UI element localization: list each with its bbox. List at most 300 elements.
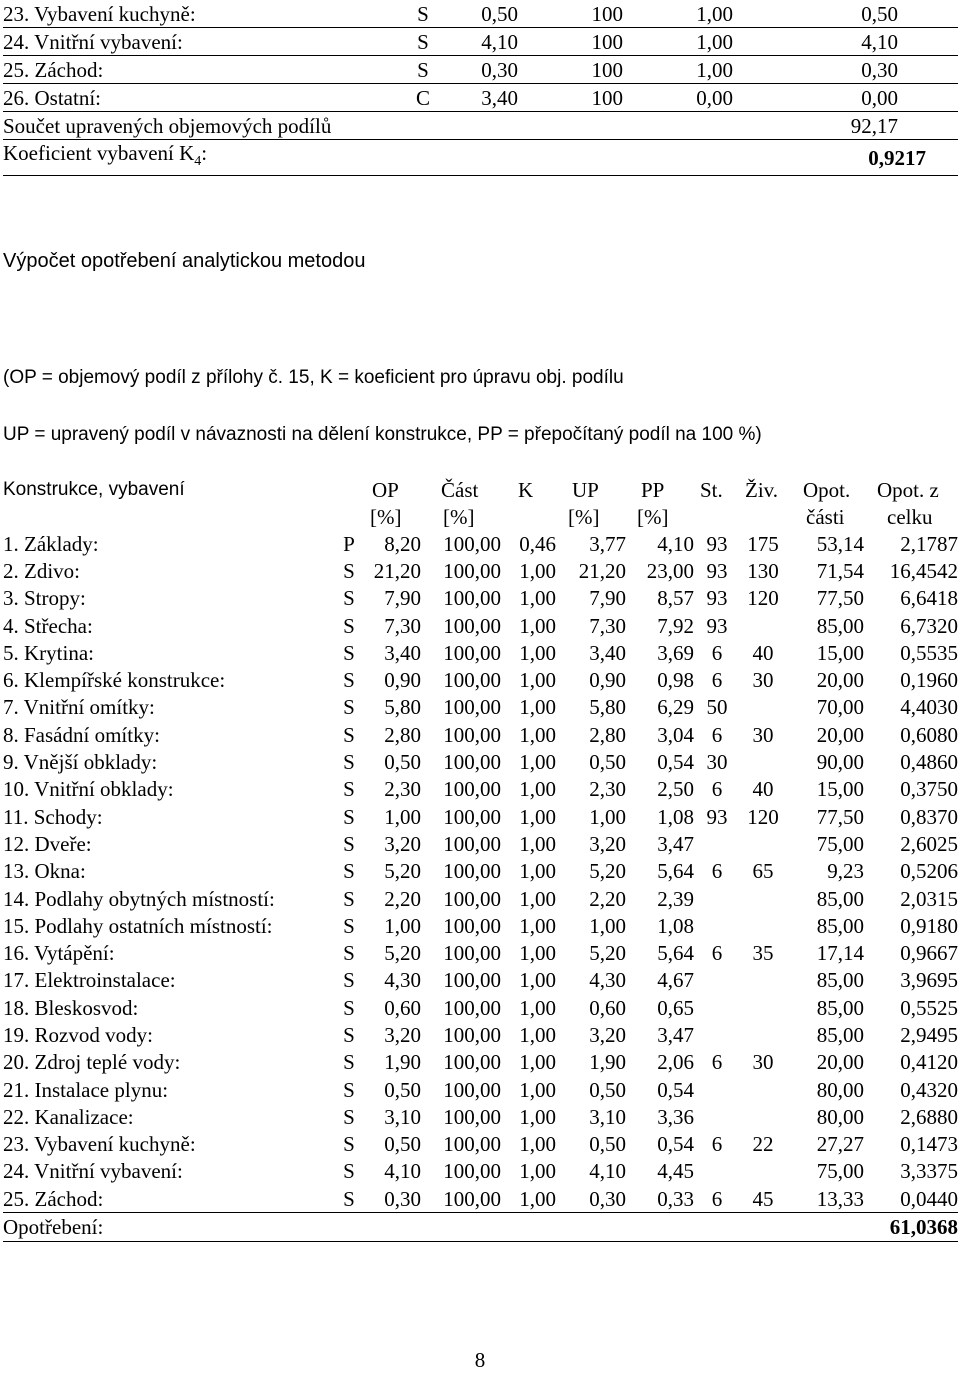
cell-t: S — [343, 613, 355, 638]
total-row — [3, 1213, 958, 1241]
cell-t: S — [343, 1159, 355, 1184]
cell-opot: 15,00 — [816, 777, 864, 802]
cell-opot: 75,00 — [816, 831, 864, 856]
row-up: 0,00 — [773, 84, 958, 112]
cell-st: 6 — [711, 941, 723, 966]
cell-pp: 2,50 — [657, 777, 694, 802]
cell-st: 93 — [706, 586, 728, 611]
cell-k: 1,00 — [519, 941, 556, 966]
cell-ziv — [737, 967, 789, 994]
cell-ziv: 130 — [747, 558, 779, 583]
cell-up: 3,20 — [589, 831, 626, 856]
cell-op: 5,20 — [384, 859, 421, 884]
cell-cast: 100,00 — [443, 558, 501, 583]
cell-opotz: 16,4542 — [889, 558, 958, 583]
cell-op: 3,40 — [384, 640, 421, 665]
cell-up: 3,40 — [589, 640, 626, 665]
cell-opot: 20,00 — [816, 1050, 864, 1075]
cell-st: 6 — [711, 668, 723, 693]
cell-opot: 85,00 — [816, 1022, 864, 1047]
cell-pp: 6,29 — [657, 695, 694, 720]
cell-t: S — [343, 886, 355, 911]
cell-cast: 100,00 — [443, 968, 501, 993]
table-row — [3, 1076, 958, 1103]
cell-k: 1,00 — [519, 1022, 556, 1047]
cell-opot: 70,00 — [816, 695, 864, 720]
cell-st: 6 — [711, 722, 723, 747]
cell-cast: 100,00 — [443, 1186, 501, 1211]
cell-t: S — [343, 1077, 355, 1102]
cell-st: 6 — [711, 777, 723, 802]
cell-st: 93 — [706, 531, 728, 556]
cell-opotz: 2,1787 — [900, 531, 958, 556]
cell-op: 2,80 — [384, 722, 421, 747]
row-k: 1,00 — [663, 0, 773, 28]
cell-t: S — [343, 1050, 355, 1075]
cell-up: 0,50 — [589, 1077, 626, 1102]
cell-up: 3,77 — [589, 531, 626, 556]
cell-cast: 100,00 — [443, 722, 501, 747]
header-op-unit: [%] — [370, 505, 402, 529]
table-row — [3, 1185, 958, 1213]
cell-t: S — [343, 913, 355, 938]
cell-opotz: 0,9180 — [900, 913, 958, 938]
cell-opot: 71,54 — [816, 558, 864, 583]
row-name: 25. Záchod: — [3, 56, 403, 84]
cell-pp: 4,10 — [657, 531, 694, 556]
cell-pp: 4,45 — [657, 1159, 694, 1184]
cell-pp: 0,54 — [657, 1077, 694, 1102]
cell-ziv: 120 — [747, 804, 779, 829]
cell-opotz: 0,4120 — [900, 1050, 958, 1075]
row-k: 1,00 — [663, 28, 773, 56]
cell-name: 3. Stropy: — [3, 586, 86, 611]
cell-ziv: 40 — [752, 777, 774, 802]
cell-opotz: 6,7320 — [900, 613, 958, 638]
cell-k: 1,00 — [519, 1186, 556, 1211]
cell-pp: 2,06 — [657, 1050, 694, 1075]
cell-k: 1,00 — [519, 640, 556, 665]
cell-name: 10. Vnitřní obklady: — [3, 777, 174, 802]
table-row — [3, 748, 958, 775]
coef-sub: 4 — [194, 154, 202, 170]
cell-op: 7,30 — [384, 613, 421, 638]
cell-op: 21,20 — [373, 558, 421, 583]
cell-up: 2,20 — [589, 886, 626, 911]
cell-pp: 3,47 — [657, 1022, 694, 1047]
cell-pp: 3,36 — [657, 1104, 694, 1129]
cell-cast: 100,00 — [443, 531, 501, 556]
cell-k: 1,00 — [519, 668, 556, 693]
cell-up: 5,20 — [589, 941, 626, 966]
cell-op: 3,10 — [384, 1104, 421, 1129]
cell-name: 6. Klempířské konstrukce: — [3, 668, 226, 693]
cell-k: 1,00 — [519, 804, 556, 829]
cell-name: 8. Fasádní omítky: — [3, 722, 160, 747]
cell-op: 0,50 — [384, 750, 421, 775]
equipment-row — [3, 56, 958, 84]
cell-k: 1,00 — [519, 586, 556, 611]
cell-op: 3,20 — [384, 1022, 421, 1047]
row-cast: 100 — [563, 28, 663, 56]
cell-opot: 9,23 — [827, 859, 864, 884]
cell-cast: 100,00 — [443, 640, 501, 665]
cell-k: 1,00 — [519, 831, 556, 856]
cell-opotz: 4,4030 — [900, 695, 958, 720]
cell-st — [697, 830, 737, 857]
cell-ziv: 30 — [752, 1050, 774, 1075]
cell-opotz: 0,5525 — [900, 995, 958, 1020]
cell-k: 1,00 — [519, 859, 556, 884]
sum-value: 92,17 — [773, 112, 958, 140]
cell-opot: 85,00 — [816, 913, 864, 938]
cell-t: S — [343, 1132, 355, 1157]
cell-op: 2,30 — [384, 777, 421, 802]
cell-name: 23. Vybavení kuchyně: — [3, 1132, 196, 1157]
cell-k: 1,00 — [519, 968, 556, 993]
table-row — [3, 1131, 958, 1158]
cell-t: S — [343, 750, 355, 775]
table-row — [3, 585, 958, 612]
cell-st: 93 — [706, 558, 728, 583]
cell-cast: 100,00 — [443, 1022, 501, 1047]
cell-opot: 85,00 — [816, 886, 864, 911]
cell-opotz: 2,9495 — [900, 1022, 958, 1047]
cell-st — [697, 1103, 737, 1130]
cell-pp: 3,47 — [657, 831, 694, 856]
table-row — [3, 530, 958, 557]
cell-t: S — [343, 804, 355, 829]
cell-op: 0,30 — [384, 1186, 421, 1211]
cell-pp: 5,64 — [657, 859, 694, 884]
cell-pp: 0,54 — [657, 1132, 694, 1157]
cell-cast: 100,00 — [443, 941, 501, 966]
cell-cast: 100,00 — [443, 859, 501, 884]
cell-cast: 100,00 — [443, 886, 501, 911]
cell-cast: 100,00 — [443, 995, 501, 1020]
cell-pp: 2,39 — [657, 886, 694, 911]
table-row — [3, 994, 958, 1021]
cell-up: 1,90 — [589, 1050, 626, 1075]
cell-opotz: 0,1473 — [900, 1132, 958, 1157]
cell-ziv: 30 — [752, 668, 774, 693]
table-row — [3, 776, 958, 803]
cell-st — [697, 1076, 737, 1103]
total-label: Opotřebení: — [3, 1213, 864, 1241]
cell-up: 0,90 — [589, 668, 626, 693]
cell-st: 93 — [706, 804, 728, 829]
section-title: Výpočet opotřebení analytickou metodou — [3, 250, 366, 272]
cell-cast: 100,00 — [443, 613, 501, 638]
row-cast: 100 — [563, 0, 663, 28]
cell-ziv — [737, 612, 789, 639]
cell-ziv: 45 — [752, 1186, 774, 1211]
cell-st: 6 — [711, 859, 723, 884]
cell-opot: 53,14 — [816, 531, 864, 556]
table-row — [3, 803, 958, 830]
header-pp: PP — [641, 478, 665, 502]
cell-name: 19. Rozvod vody: — [3, 1022, 153, 1047]
cell-opot: 85,00 — [816, 995, 864, 1020]
cell-op: 5,20 — [384, 941, 421, 966]
cell-ziv — [737, 912, 789, 939]
row-op: 3,40 — [443, 84, 563, 112]
cell-st — [697, 885, 737, 912]
table-row — [3, 1103, 958, 1130]
cell-pp: 7,92 — [657, 613, 694, 638]
cell-opotz: 6,6418 — [900, 586, 958, 611]
cell-ziv — [737, 885, 789, 912]
cell-opotz: 2,6880 — [900, 1104, 958, 1129]
table-row — [3, 912, 958, 939]
cell-opotz: 0,3750 — [900, 777, 958, 802]
table-row — [3, 612, 958, 639]
cell-op: 0,60 — [384, 995, 421, 1020]
header-op: OP — [372, 478, 399, 502]
cell-up: 0,60 — [589, 995, 626, 1020]
header-opotz-sub: celku — [887, 505, 933, 529]
cell-opotz: 0,1960 — [900, 668, 958, 693]
cell-k: 1,00 — [519, 1159, 556, 1184]
table-row — [3, 694, 958, 721]
table-row — [3, 557, 958, 584]
table-row — [3, 639, 958, 666]
cell-cast: 100,00 — [443, 750, 501, 775]
cell-opot: 20,00 — [816, 668, 864, 693]
cell-st: 6 — [711, 1050, 723, 1075]
header-up-unit: [%] — [568, 505, 600, 529]
row-op: 0,30 — [443, 56, 563, 84]
cell-st: 6 — [711, 1132, 723, 1157]
cell-ziv — [737, 994, 789, 1021]
cell-k: 1,00 — [519, 886, 556, 911]
cell-ziv — [737, 1021, 789, 1048]
cell-up: 3,20 — [589, 1022, 626, 1047]
cell-name: 4. Střecha: — [3, 613, 93, 638]
cell-up: 2,30 — [589, 777, 626, 802]
table-row — [3, 967, 958, 994]
cell-opot: 27,27 — [816, 1132, 864, 1157]
equipment-row — [3, 28, 958, 56]
cell-st — [697, 1158, 737, 1185]
cell-up: 5,20 — [589, 859, 626, 884]
cell-ziv: 175 — [747, 531, 779, 556]
coef-row — [3, 140, 958, 176]
cell-opot: 80,00 — [816, 1104, 864, 1129]
row-type: S — [403, 28, 443, 56]
cell-op: 1,00 — [384, 913, 421, 938]
cell-opot: 85,00 — [816, 613, 864, 638]
cell-pp: 4,67 — [657, 968, 694, 993]
cell-t: S — [343, 586, 355, 611]
cell-opot: 80,00 — [816, 1077, 864, 1102]
cell-opot: 90,00 — [816, 750, 864, 775]
row-op: 0,50 — [443, 0, 563, 28]
cell-up: 0,50 — [589, 1132, 626, 1157]
cell-name: 15. Podlahy ostatních místností: — [3, 913, 273, 938]
cell-cast: 100,00 — [443, 913, 501, 938]
cell-name: 18. Bleskosvod: — [3, 995, 139, 1020]
cell-up: 7,90 — [589, 586, 626, 611]
cell-op: 5,80 — [384, 695, 421, 720]
cell-up: 2,80 — [589, 722, 626, 747]
cell-st: 93 — [706, 613, 728, 638]
cell-k: 1,00 — [519, 558, 556, 583]
cell-k: 1,00 — [519, 777, 556, 802]
cell-t: P — [343, 531, 355, 556]
cell-up: 1,00 — [589, 913, 626, 938]
cell-ziv: 40 — [752, 640, 774, 665]
cell-ziv — [737, 830, 789, 857]
cell-pp: 3,69 — [657, 640, 694, 665]
equipment-table-body — [3, 0, 958, 112]
cell-name: 22. Kanalizace: — [3, 1104, 134, 1129]
cell-st — [697, 912, 737, 939]
cell-up: 4,10 — [589, 1159, 626, 1184]
cell-op: 8,20 — [384, 531, 421, 556]
cell-name: 9. Vnější obklady: — [3, 750, 158, 775]
table-row — [3, 1049, 958, 1076]
cell-op: 1,00 — [384, 804, 421, 829]
row-cast: 100 — [563, 84, 663, 112]
header-opotz: Opot. z — [877, 478, 939, 502]
table-row — [3, 1158, 958, 1185]
cell-pp: 23,00 — [646, 558, 694, 583]
header-opot-sub: části — [806, 505, 845, 529]
cell-cast: 100,00 — [443, 804, 501, 829]
row-name: 23. Vybavení kuchyně: — [3, 0, 403, 28]
cell-t: S — [343, 968, 355, 993]
cell-op: 2,20 — [384, 886, 421, 911]
equipment-row — [3, 0, 958, 28]
cell-opotz: 3,9695 — [900, 968, 958, 993]
cell-pp: 5,64 — [657, 941, 694, 966]
cell-ziv — [737, 748, 789, 775]
cell-k: 1,00 — [519, 913, 556, 938]
cell-op: 4,30 — [384, 968, 421, 993]
cell-op: 0,90 — [384, 668, 421, 693]
cell-opot: 77,50 — [816, 586, 864, 611]
row-up: 4,10 — [773, 28, 958, 56]
cell-pp: 8,57 — [657, 586, 694, 611]
cell-opot: 85,00 — [816, 968, 864, 993]
cell-op: 7,90 — [384, 586, 421, 611]
header-st: St. — [700, 478, 723, 502]
cell-name: 24. Vnitřní vybavení: — [3, 1159, 183, 1184]
cell-opotz: 0,0440 — [900, 1186, 958, 1211]
depreciation-table-body — [3, 530, 958, 1213]
cell-st: 6 — [711, 1186, 723, 1211]
cell-ziv — [737, 1158, 789, 1185]
cell-ziv — [737, 1076, 789, 1103]
cell-opotz: 0,5206 — [900, 859, 958, 884]
header-pp-unit: [%] — [637, 505, 669, 529]
cell-opot: 75,00 — [816, 1159, 864, 1184]
cell-st: 6 — [711, 640, 723, 665]
cell-op: 1,90 — [384, 1050, 421, 1075]
cell-name: 5. Krytina: — [3, 640, 94, 665]
cell-cast: 100,00 — [443, 777, 501, 802]
cell-pp: 0,33 — [657, 1186, 694, 1211]
row-k: 0,00 — [663, 84, 773, 112]
cell-k: 1,00 — [519, 750, 556, 775]
cell-up: 7,30 — [589, 613, 626, 638]
cell-k: 1,00 — [519, 695, 556, 720]
cell-k: 1,00 — [519, 722, 556, 747]
page-number: 8 — [474, 1348, 486, 1372]
cell-up: 4,30 — [589, 968, 626, 993]
cell-t: S — [343, 1104, 355, 1129]
cell-ziv — [737, 694, 789, 721]
cell-name: 21. Instalace plynu: — [3, 1077, 169, 1102]
cell-opotz: 0,9667 — [900, 941, 958, 966]
coef-colon: : — [201, 141, 208, 165]
sum-row — [3, 112, 958, 140]
cell-t: S — [343, 668, 355, 693]
cell-k: 1,00 — [519, 1077, 556, 1102]
cell-t: S — [343, 558, 355, 583]
cell-cast: 100,00 — [443, 695, 501, 720]
row-type: S — [403, 56, 443, 84]
row-name: 24. Vnitřní vybavení: — [3, 28, 403, 56]
cell-pp: 0,65 — [657, 995, 694, 1020]
table-row — [3, 858, 958, 885]
cell-t: S — [343, 640, 355, 665]
cell-opotz: 2,6025 — [900, 831, 958, 856]
cell-opotz: 2,0315 — [900, 886, 958, 911]
cell-cast: 100,00 — [443, 1050, 501, 1075]
cell-t: S — [343, 941, 355, 966]
note-line-2: UP = upravený podíl v návaznosti na dělení konstrukce, PP = přepočítaný podíl na 100 %) — [3, 424, 762, 445]
cell-opot: 15,00 — [816, 640, 864, 665]
cell-ziv: 65 — [752, 859, 774, 884]
cell-k: 1,00 — [519, 1050, 556, 1075]
equipment-row — [3, 84, 958, 112]
cell-ziv: 120 — [747, 586, 779, 611]
header-cast: Část — [441, 478, 479, 502]
cell-op: 0,50 — [384, 1132, 421, 1157]
cell-pp: 1,08 — [657, 913, 694, 938]
row-cast: 100 — [563, 56, 663, 84]
cell-st: 50 — [706, 695, 728, 720]
cell-name: 20. Zdroj teplé vody: — [3, 1050, 181, 1075]
cell-op: 0,50 — [384, 1077, 421, 1102]
header-opot: Opot. — [803, 478, 851, 502]
cell-ziv: 35 — [752, 941, 774, 966]
equipment-table — [3, 0, 958, 176]
cell-k: 1,00 — [519, 1104, 556, 1129]
cell-cast: 100,00 — [443, 1104, 501, 1129]
table-row — [3, 1021, 958, 1048]
cell-opot: 17,14 — [816, 941, 864, 966]
row-type: S — [403, 0, 443, 28]
cell-up: 5,80 — [589, 695, 626, 720]
cell-k: 1,00 — [519, 995, 556, 1020]
cell-up: 0,50 — [589, 750, 626, 775]
cell-k: 1,00 — [519, 613, 556, 638]
cell-name: 1. Základy: — [3, 531, 99, 556]
cell-t: S — [343, 859, 355, 884]
coef-value: 0,9217 — [773, 140, 958, 176]
cell-up: 0,30 — [589, 1186, 626, 1211]
sum-label: Součet upravených objemových podílů — [3, 112, 773, 140]
cell-name: 17. Elektroinstalace: — [3, 968, 176, 993]
cell-name: 14. Podlahy obytných místností: — [3, 886, 275, 911]
cell-pp: 0,98 — [657, 668, 694, 693]
cell-t: S — [343, 1022, 355, 1047]
cell-name: 2. Zdivo: — [3, 558, 80, 583]
cell-opotz: 0,5535 — [900, 640, 958, 665]
